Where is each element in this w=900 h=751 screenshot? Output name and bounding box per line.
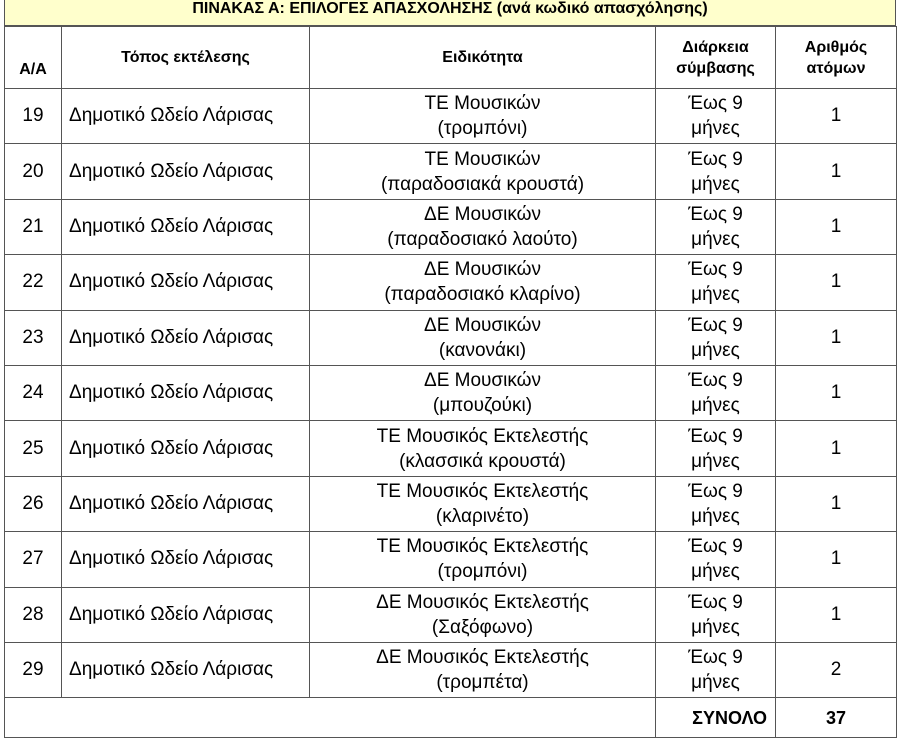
- row-specialty-line1: ΔΕ Μουσικών: [424, 314, 541, 336]
- row-aa: 19: [5, 89, 62, 144]
- row-count: 1: [776, 532, 897, 587]
- row-duration-line2: μήνες: [691, 450, 740, 472]
- row-specialty-line2: (κλασσικά κρουστά): [399, 450, 566, 472]
- row-specialty-line2: (κλαρινέτο): [435, 505, 530, 527]
- row-aa: 26: [5, 476, 62, 531]
- row-specialty-line1: ΔΕ Μουσικός Εκτελεστής: [376, 647, 589, 669]
- row-specialty: [310, 642, 656, 697]
- row-specialty-line2: (μπουζούκι): [432, 395, 533, 417]
- table-row: [5, 476, 897, 531]
- row-duration-line1: Έως 9: [688, 259, 743, 281]
- header-count-line2: ατόμων: [806, 59, 866, 77]
- header-duration: [656, 27, 776, 89]
- row-specialty-line2: (παραδοσιακά κρουστά): [380, 173, 585, 195]
- row-specialty: [310, 532, 656, 587]
- row-duration-line2: μήνες: [691, 228, 740, 250]
- row-specialty-line1: ΤΕ Μουσικός Εκτελεστής: [376, 425, 589, 447]
- row-specialty: [310, 89, 656, 144]
- header-place: Τόπος εκτέλεσης: [62, 27, 310, 89]
- row-specialty-line1: ΤΕ Μουσικός Εκτελεστής: [376, 536, 589, 558]
- row-place: Δημοτικό Ωδείο Λάρισας: [62, 199, 310, 254]
- row-duration-line2: μήνες: [691, 339, 740, 361]
- row-duration-line2: μήνες: [691, 395, 740, 417]
- row-specialty-line2: (κανονάκι): [438, 339, 527, 361]
- row-specialty-line1: ΔΕ Μουσικών: [424, 370, 541, 392]
- row-duration-line1: Έως 9: [688, 93, 743, 115]
- row-specialty: [310, 310, 656, 365]
- row-duration-line1: Έως 9: [688, 370, 743, 392]
- row-count: 2: [776, 642, 897, 697]
- row-duration-line1: Έως 9: [688, 480, 743, 502]
- row-duration-line2: μήνες: [691, 505, 740, 527]
- row-duration-line2: μήνες: [691, 118, 740, 140]
- total-row: [5, 698, 897, 738]
- header-row: [5, 27, 897, 89]
- employment-table-sheet: [4, 0, 896, 738]
- row-place: Δημοτικό Ωδείο Λάρισας: [62, 144, 310, 199]
- row-duration: [656, 310, 776, 365]
- row-specialty: [310, 255, 656, 310]
- row-specialty-line1: ΔΕ Μουσικός Εκτελεστής: [376, 591, 589, 613]
- row-aa: 20: [5, 144, 62, 199]
- row-specialty-line2: (Σαξόφωνο): [431, 616, 534, 638]
- row-specialty-line1: ΤΕ Μουσικών: [424, 148, 541, 170]
- row-count: 1: [776, 476, 897, 531]
- header-count: [776, 27, 897, 89]
- table-row: [5, 255, 897, 310]
- total-value: 37: [776, 698, 897, 738]
- row-place: Δημοτικό Ωδείο Λάρισας: [62, 476, 310, 531]
- row-specialty-line2: (τρομπόνι): [437, 118, 528, 140]
- row-count: 1: [776, 421, 897, 476]
- row-duration: [656, 421, 776, 476]
- row-aa: 27: [5, 532, 62, 587]
- row-aa: 21: [5, 199, 62, 254]
- table-row: [5, 199, 897, 254]
- row-place: Δημοτικό Ωδείο Λάρισας: [62, 587, 310, 642]
- row-duration-line2: μήνες: [691, 173, 740, 195]
- row-specialty-line1: ΔΕ Μουσικών: [424, 259, 541, 281]
- table-row: [5, 310, 897, 365]
- row-place: Δημοτικό Ωδείο Λάρισας: [62, 255, 310, 310]
- table-row: [5, 421, 897, 476]
- header-aa: Α/Α: [5, 27, 62, 89]
- row-specialty-line2: (τρομπόνι): [437, 561, 528, 583]
- row-aa: 29: [5, 642, 62, 697]
- row-aa: 23: [5, 310, 62, 365]
- row-duration-line1: Έως 9: [688, 591, 743, 613]
- row-aa: 25: [5, 421, 62, 476]
- row-duration-line2: μήνες: [691, 672, 740, 694]
- header-count-line1: Αριθμός: [804, 38, 868, 56]
- row-specialty: [310, 144, 656, 199]
- employment-table: [4, 26, 897, 738]
- header-duration-line2: σύμβασης: [676, 59, 755, 77]
- row-duration-line1: Έως 9: [688, 647, 743, 669]
- row-count: 1: [776, 144, 897, 199]
- row-count: 1: [776, 199, 897, 254]
- row-count: 1: [776, 89, 897, 144]
- row-aa: 24: [5, 365, 62, 420]
- row-duration: [656, 365, 776, 420]
- row-count: 1: [776, 587, 897, 642]
- row-specialty: [310, 587, 656, 642]
- row-specialty: [310, 476, 656, 531]
- row-duration: [656, 532, 776, 587]
- table-row: [5, 144, 897, 199]
- total-label: ΣΥΝΟΛΟ: [656, 698, 776, 738]
- table-title-rest: (ανά κωδικό απασχόλησης): [492, 0, 708, 17]
- row-specialty-line1: ΤΕ Μουσικών: [424, 93, 541, 115]
- row-duration-line2: μήνες: [691, 284, 740, 306]
- total-blank-cell: [5, 698, 656, 738]
- row-count: 1: [776, 310, 897, 365]
- table-row: [5, 642, 897, 697]
- header-duration-line1: Διάρκεια: [682, 38, 749, 56]
- row-duration-line1: Έως 9: [688, 203, 743, 225]
- row-specialty: [310, 365, 656, 420]
- row-duration: [656, 199, 776, 254]
- table-row: [5, 89, 897, 144]
- row-specialty-line2: (παραδοσιακό λαούτο): [387, 228, 578, 250]
- table-title-bold: ΠΙΝΑΚΑΣ Α: ΕΠΙΛΟΓΕΣ ΑΠΑΣΧΟΛΗΣΗΣ: [192, 0, 493, 17]
- row-specialty-line2: (παραδοσιακό κλαρίνο): [384, 284, 581, 306]
- row-place: Δημοτικό Ωδείο Λάρισας: [62, 310, 310, 365]
- row-duration-line1: Έως 9: [688, 536, 743, 558]
- row-duration-line1: Έως 9: [688, 425, 743, 447]
- row-count: 1: [776, 255, 897, 310]
- row-specialty-line2: (τρομπέτα): [436, 672, 529, 694]
- row-duration-line2: μήνες: [691, 561, 740, 583]
- row-specialty-line1: ΤΕ Μουσικός Εκτελεστής: [376, 480, 589, 502]
- row-place: Δημοτικό Ωδείο Λάρισας: [62, 421, 310, 476]
- row-duration: [656, 642, 776, 697]
- row-duration: [656, 144, 776, 199]
- row-place: Δημοτικό Ωδείο Λάρισας: [62, 642, 310, 697]
- row-place: Δημοτικό Ωδείο Λάρισας: [62, 365, 310, 420]
- row-duration: [656, 255, 776, 310]
- row-place: Δημοτικό Ωδείο Λάρισας: [62, 89, 310, 144]
- row-specialty-line1: ΔΕ Μουσικών: [424, 203, 541, 225]
- table-row: [5, 365, 897, 420]
- table-row: [5, 587, 897, 642]
- row-aa: 22: [5, 255, 62, 310]
- row-duration: [656, 476, 776, 531]
- row-place: Δημοτικό Ωδείο Λάρισας: [62, 532, 310, 587]
- row-count: 1: [776, 365, 897, 420]
- table-row: [5, 532, 897, 587]
- row-aa: 28: [5, 587, 62, 642]
- row-duration: [656, 89, 776, 144]
- row-duration-line1: Έως 9: [688, 148, 743, 170]
- row-duration-line1: Έως 9: [688, 314, 743, 336]
- row-specialty: [310, 421, 656, 476]
- row-specialty: [310, 199, 656, 254]
- table-title: [4, 0, 896, 26]
- header-specialty: Ειδικότητα: [310, 27, 656, 89]
- row-duration: [656, 587, 776, 642]
- row-duration-line2: μήνες: [691, 616, 740, 638]
